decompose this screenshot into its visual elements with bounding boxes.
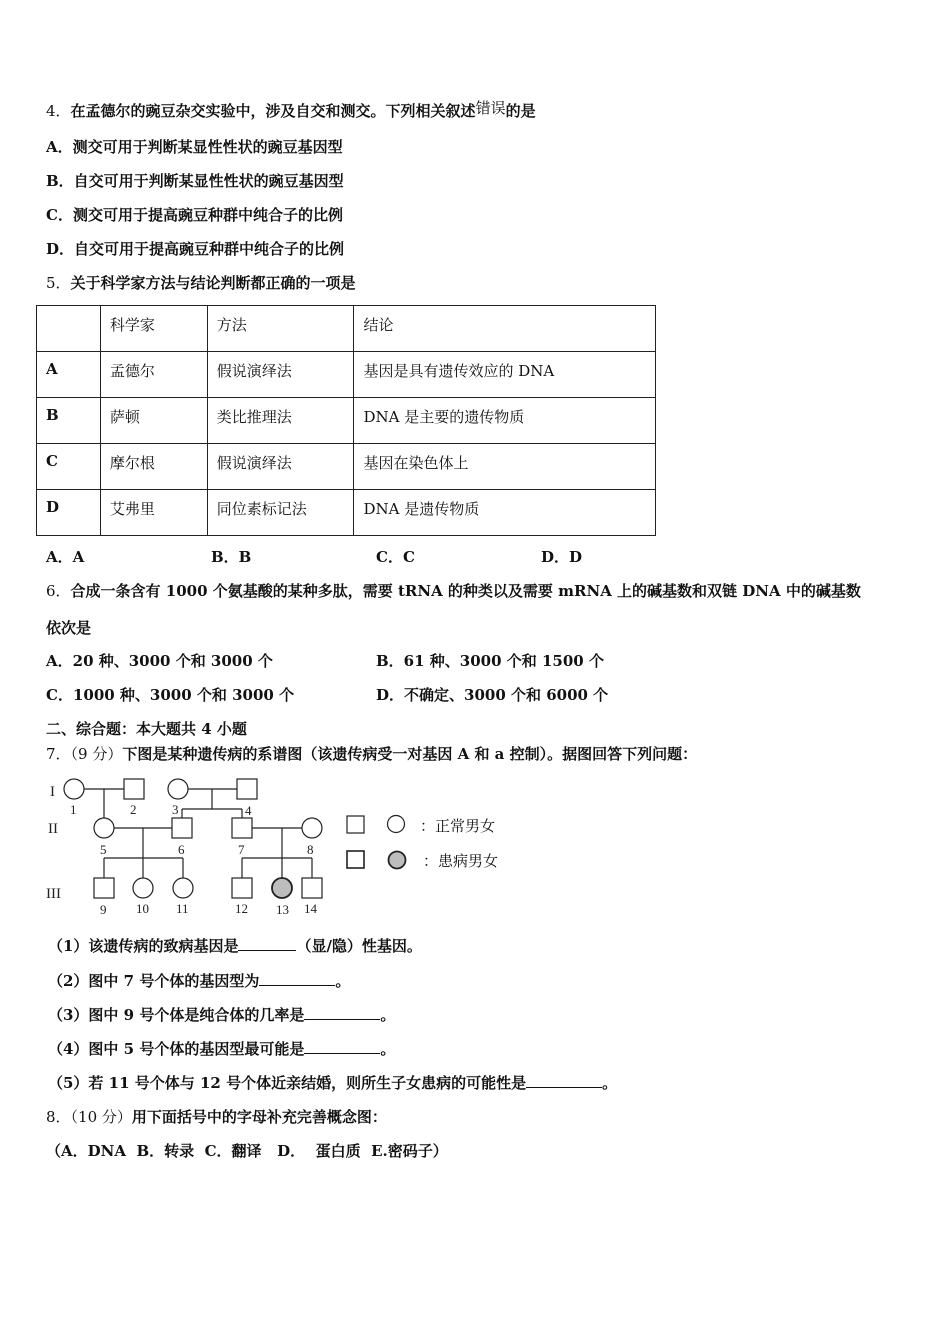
table-cell: B xyxy=(37,398,101,444)
q7-sub-2-tail: 。 xyxy=(335,972,351,990)
table-header-cell: 结论 xyxy=(354,306,656,352)
table-header-row xyxy=(37,306,656,352)
generation-label: II xyxy=(48,821,58,837)
q7-score: （9 分） xyxy=(70,745,123,763)
section-heading: 二、综合题：本大题共 4 小题 xyxy=(46,720,247,738)
individual-label: 12 xyxy=(235,901,248,916)
pedigree-chart xyxy=(40,770,330,920)
table-cell: C xyxy=(37,444,101,490)
individual-label: 6 xyxy=(178,842,185,857)
q5-number: 5． xyxy=(46,274,71,292)
individual-label: 7 xyxy=(238,842,245,857)
individual-label: 9 xyxy=(100,902,107,917)
q6-option-d[interactable]: D．不确定、3000 个和 6000 个 xyxy=(376,686,609,704)
table-row xyxy=(37,352,656,398)
individual-3 xyxy=(168,779,188,799)
q7-sub-3-tail: 。 xyxy=(380,1006,396,1024)
individual-9 xyxy=(94,878,114,898)
table-header-cell: 方法 xyxy=(207,306,354,352)
table-row xyxy=(37,444,656,490)
q4-option-b[interactable]: B．自交可用于判断某显性性状的豌豆基因型 xyxy=(46,172,344,190)
individual-8 xyxy=(302,818,322,838)
table-cell: 艾弗里 xyxy=(100,490,207,536)
q5-option-c[interactable]: C．C xyxy=(376,548,415,566)
individual-label: 4 xyxy=(245,803,252,818)
table-row xyxy=(37,398,656,444)
answer-blank[interactable] xyxy=(259,971,335,986)
individual-12 xyxy=(232,878,252,898)
answer-blank[interactable] xyxy=(304,1005,380,1020)
table-cell: 基因在染色体上 xyxy=(354,444,656,490)
q7-stem-text: 下图是某种遗传病的系谱图（该遗传病受一对基因 A 和 a 控制）。据图回答下列问题： xyxy=(122,745,698,763)
q4-option-c[interactable]: C．测交可用于提高豌豆种群中纯合子的比例 xyxy=(46,206,343,224)
q8-number: 8． xyxy=(46,1108,71,1126)
individual-6 xyxy=(172,818,192,838)
table-header-cell xyxy=(37,306,101,352)
individual-label: 10 xyxy=(136,901,149,916)
pedigree-legend-symbols xyxy=(344,812,424,874)
individual-11 xyxy=(173,878,193,898)
q7-sub-2 xyxy=(48,971,350,991)
individual-7 xyxy=(232,818,252,838)
q5-option-d[interactable]: D．D xyxy=(541,548,583,566)
q4-emphasis: 错误 xyxy=(475,99,506,117)
legend-affected-label: ：患病男女 xyxy=(423,852,499,870)
table-cell: 萨顿 xyxy=(100,398,207,444)
individual-label: 1 xyxy=(70,802,77,817)
individual-label: 14 xyxy=(304,901,317,916)
table-cell: A xyxy=(37,352,101,398)
q7-number: 7． xyxy=(46,745,71,763)
individual-label: 11 xyxy=(176,901,189,916)
q8-choices: （A．DNA B．转录 C．翻译 D． 蛋白质 E.密码子） xyxy=(46,1142,448,1160)
q6-option-a[interactable]: A．20 种、3000 个和 3000 个 xyxy=(46,652,273,670)
q6-option-c[interactable]: C．1000 种、3000 个和 3000 个 xyxy=(46,686,295,704)
q8-stem-text: 用下面括号中的字母补充完善概念图： xyxy=(131,1108,387,1126)
table-cell: 类比推理法 xyxy=(207,398,354,444)
q7-sub-1-text: （1）该遗传病的致病基因是 xyxy=(48,937,239,955)
normal-male-symbol xyxy=(347,816,364,833)
q7-sub-5-text: （5）若 11 号个体与 12 号个体近亲结婚，则所生子女患病的可能性是 xyxy=(48,1074,527,1092)
table-cell: 假说演绎法 xyxy=(207,352,354,398)
individual-13-affected xyxy=(272,878,292,898)
individual-5 xyxy=(94,818,114,838)
table-cell: DNA 是遗传物质 xyxy=(354,490,656,536)
individual-label: 2 xyxy=(130,802,137,817)
q7-sub-1 xyxy=(48,936,422,956)
generation-label: I xyxy=(50,784,55,800)
q5-option-b[interactable]: B．B xyxy=(211,548,252,566)
table-cell: 孟德尔 xyxy=(100,352,207,398)
affected-female-symbol xyxy=(389,852,406,869)
q7-sub-3 xyxy=(48,1005,395,1025)
answer-blank[interactable] xyxy=(238,936,296,951)
generation-label: III xyxy=(46,886,61,902)
table-cell: D xyxy=(37,490,101,536)
q7-sub-1-tail: （显/隐）性基因。 xyxy=(296,937,422,955)
table-header-cell: 科学家 xyxy=(100,306,207,352)
q5-option-a[interactable]: A．A xyxy=(46,548,85,566)
table-row xyxy=(37,490,656,536)
individual-4 xyxy=(237,779,257,799)
q6-stem-text: 合成一条含有 1000 个氨基酸的某种多肽，需要 tRNA 的种类以及需要 mRNA 上的碱基数和双链 DNA 中的碱基数 xyxy=(70,582,861,600)
q7-sub-5 xyxy=(48,1073,617,1093)
normal-female-symbol xyxy=(388,816,405,833)
q8-score: （10 分） xyxy=(70,1108,132,1126)
table-cell: 摩尔根 xyxy=(100,444,207,490)
affected-male-symbol xyxy=(347,851,364,868)
q7-sub-2-text: （2）图中 7 号个体的基因型为 xyxy=(48,972,260,990)
q7-sub-5-tail: 。 xyxy=(602,1074,618,1092)
q7-stem xyxy=(46,744,697,764)
q4-option-a[interactable]: A．测交可用于判断某显性性状的豌豆基因型 xyxy=(46,138,343,156)
q6-number: 6． xyxy=(46,582,71,600)
q7-sub-4-text: （4）图中 5 号个体的基因型最可能是 xyxy=(48,1040,305,1058)
individual-2 xyxy=(124,779,144,799)
answer-blank[interactable] xyxy=(304,1039,380,1054)
q4-number: 4． xyxy=(46,102,71,120)
individual-label: 3 xyxy=(172,802,179,817)
answer-blank[interactable] xyxy=(526,1073,602,1088)
q4-stem xyxy=(46,101,536,121)
q8-stem xyxy=(46,1107,387,1127)
individual-14 xyxy=(302,878,322,898)
individual-label: 13 xyxy=(276,902,289,917)
table-cell: 基因是具有遗传效应的 DNA xyxy=(354,352,656,398)
legend-normal-label: ：正常男女 xyxy=(420,817,496,835)
q6-option-b[interactable]: B．61 种、3000 个和 1500 个 xyxy=(376,652,604,670)
q7-sub-4 xyxy=(48,1039,395,1059)
q7-sub-3-text: （3）图中 9 号个体是纯合体的几率是 xyxy=(48,1006,305,1024)
individual-label: 5 xyxy=(100,842,107,857)
table-cell: DNA 是主要的遗传物质 xyxy=(354,398,656,444)
q4-stem-end: 的是 xyxy=(505,102,536,120)
individual-1 xyxy=(64,779,84,799)
individual-10 xyxy=(133,878,153,898)
individual-label: 8 xyxy=(307,842,314,857)
table-cell: 假说演绎法 xyxy=(207,444,354,490)
q5-table xyxy=(36,305,656,536)
q6-stem-line2: 依次是 xyxy=(46,619,92,637)
table-cell: 同位素标记法 xyxy=(207,490,354,536)
q6-stem xyxy=(46,581,861,601)
q4-stem-text: 在孟德尔的豌豆杂交实验中，涉及自交和测交。下列相关叙述 xyxy=(70,102,476,120)
q5-stem xyxy=(46,273,356,293)
q7-sub-4-tail: 。 xyxy=(380,1040,396,1058)
q5-stem-text: 关于科学家方法与结论判断都正确的一项是 xyxy=(70,274,356,292)
q4-option-d[interactable]: D．自交可用于提高豌豆种群中纯合子的比例 xyxy=(46,240,345,258)
